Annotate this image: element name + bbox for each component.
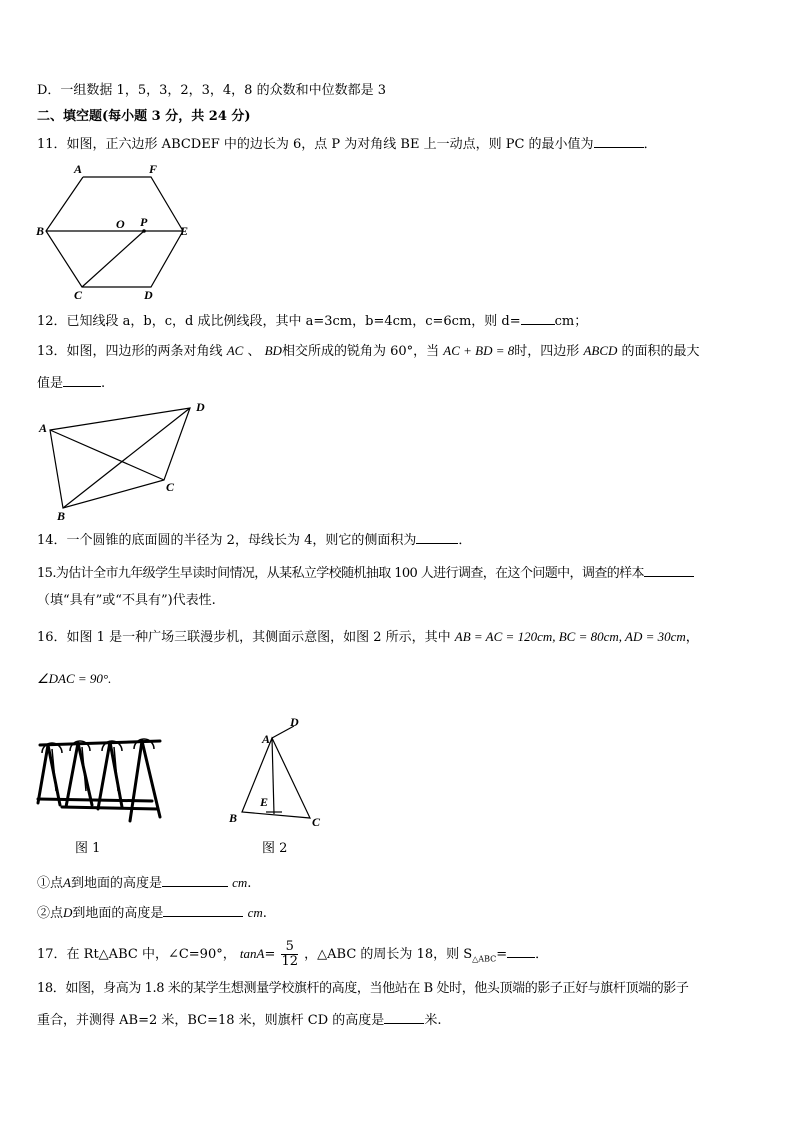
q16-part2-blank[interactable]: [163, 903, 243, 917]
q17-fraction-den: 12: [281, 954, 299, 969]
option-d-line: D．一组数据 1，5，3，2，3，4，8 的众数和中位数都是 3: [37, 83, 386, 98]
figure-2-caption: 图 2: [262, 841, 288, 856]
hex-label-e: E: [180, 224, 189, 238]
q17-eq: =: [264, 947, 276, 962]
triangle-figure: [226, 712, 336, 832]
figure-1-caption: 图 1: [75, 841, 101, 856]
hex-label-f: F: [149, 162, 158, 176]
hex-label-b: B: [36, 224, 45, 238]
q17-subscript: △ABC: [472, 954, 497, 964]
q16-part1-period: .: [247, 876, 252, 891]
q12-blank[interactable]: [521, 311, 555, 325]
q17-fraction: [281, 940, 298, 969]
q15-text-b: （填“具有”或“不具有”)代表性.: [37, 593, 216, 608]
tri-label-e: E: [260, 795, 269, 809]
q11-text: 11．如图，正六边形 ABCDEF 中的边长为 6，点 P 为对角线 BE 上一动点，则 PC 的最小值为: [37, 137, 594, 152]
q14-text: 14．一个圆锥的底面圆的半径为 2，母线长为 4，则它的侧面积为: [37, 533, 417, 548]
question-17: [37, 938, 548, 976]
q13-text-e: 值是: [37, 376, 64, 391]
q17-fraction-num: 5: [281, 940, 298, 955]
q17-tan: tanA: [239, 946, 265, 961]
hex-label-a: A: [74, 162, 83, 176]
q18-blank[interactable]: [384, 1010, 424, 1024]
q16-part1-text: 到地面的高度是: [70, 876, 162, 891]
hex-label-d: D: [144, 288, 153, 302]
tri-label-d: D: [290, 715, 299, 729]
q13-condition: AC + BD = 8: [443, 343, 515, 358]
q13-text-b: 相交所成的锐角为 60°，当: [281, 344, 440, 359]
question-16-part1: [37, 873, 251, 893]
question-12: [37, 311, 587, 331]
quad-label-b: B: [57, 509, 66, 523]
quad-label-a: A: [39, 421, 48, 435]
question-18-cont: [37, 1010, 441, 1030]
quad-label-d: D: [196, 400, 205, 414]
q14-blank[interactable]: [416, 530, 458, 544]
quad-label-c: C: [166, 480, 175, 494]
quadrilateral-figure: [36, 398, 216, 522]
q17-period: ．: [535, 947, 549, 962]
q11-blank[interactable]: [594, 134, 644, 148]
q13-text-d: 的面积的最大: [621, 344, 700, 359]
question-18: 18．如图，身高为 1.8 米的某学生想测量学校旗杆的高度，当他站在 B 处时，他头顶端的影子正好与旗杆顶端的影子: [37, 981, 689, 996]
q14-period: ．: [458, 533, 472, 548]
question-14: [37, 530, 471, 550]
question-11: [37, 134, 657, 154]
q16-part1-blank[interactable]: [162, 873, 228, 887]
q12-unit: cm；: [554, 314, 588, 329]
q16-part2-text: 到地面的高度是: [72, 906, 164, 921]
question-16-angle: ∠DAC = 90°.: [37, 671, 112, 686]
question-13: [37, 342, 700, 361]
hex-label-p: P: [140, 215, 148, 229]
q13-sep: 、: [247, 344, 261, 359]
q16-point-d: D: [63, 905, 73, 920]
q16-text: 16．如图 1 是一种广场三联漫步机，其侧面示意图，如图 2 所示，其中: [37, 630, 451, 645]
q16-part2-prefix: ②点: [37, 906, 64, 921]
q17-text-b: ，△ABC 的周长为 18，则 S: [304, 947, 473, 962]
q13-period: .: [101, 376, 106, 391]
question-13-cont: [37, 373, 105, 393]
q11-period: ．: [643, 137, 657, 152]
tri-label-b: B: [229, 811, 238, 825]
section-title: 二、填空题(每小题 3 分，共 24 分): [37, 109, 251, 124]
tri-label-c: C: [312, 815, 321, 829]
walking-machine-figure: [34, 735, 166, 827]
hexagon-figure: [36, 160, 196, 302]
q13-text-c: 时，四边形: [514, 344, 580, 359]
q18-unit: 米.: [424, 1013, 442, 1028]
q16-part2-unit: cm: [247, 905, 263, 920]
q12-text: 12．已知线段 a，b，c，d 成比例线段，其中 a=3cm，b=4cm，c=6cm，则 d=: [37, 314, 521, 329]
q17-text-a: 17．在 Rt△ABC 中，∠C=90°，: [37, 947, 236, 962]
q16-measurements: AB = AC = 120cm, BC = 80cm, AD = 30cm: [454, 629, 686, 644]
question-15-cont: [37, 592, 216, 610]
q18-text-b: 重合，并测得 AB=2 米，BC=18 米，则旗杆 CD 的高度是: [37, 1013, 385, 1028]
q16-point-a: A: [63, 875, 71, 890]
q16-part2-period: .: [262, 906, 267, 921]
q15-text: 15.为估计全市九年级学生早读时间情况，从某私立学校随机抽取 100 人进行调查，在这个问题中，调查的样本: [37, 566, 644, 581]
hex-label-o: O: [116, 217, 125, 231]
q16-part1-prefix: ①点: [37, 876, 64, 891]
q13-bd: BD: [264, 343, 282, 358]
tri-label-a: A: [262, 732, 271, 746]
hex-label-c: C: [74, 288, 83, 302]
q16-part1-unit: cm: [232, 875, 248, 890]
q13-blank[interactable]: [63, 373, 101, 387]
q15-blank[interactable]: [644, 563, 694, 577]
question-15: [37, 563, 694, 583]
q17-blank[interactable]: [507, 944, 535, 958]
q13-ac: AC: [226, 343, 244, 358]
q13-text-a: 13．如图，四边形的两条对角线: [37, 344, 223, 359]
q16-comma: ，: [685, 630, 699, 645]
q17-eq2: =: [496, 947, 508, 962]
q13-abcd: ABCD: [583, 343, 618, 358]
question-16: [37, 628, 699, 647]
question-16-part2: [37, 903, 267, 923]
